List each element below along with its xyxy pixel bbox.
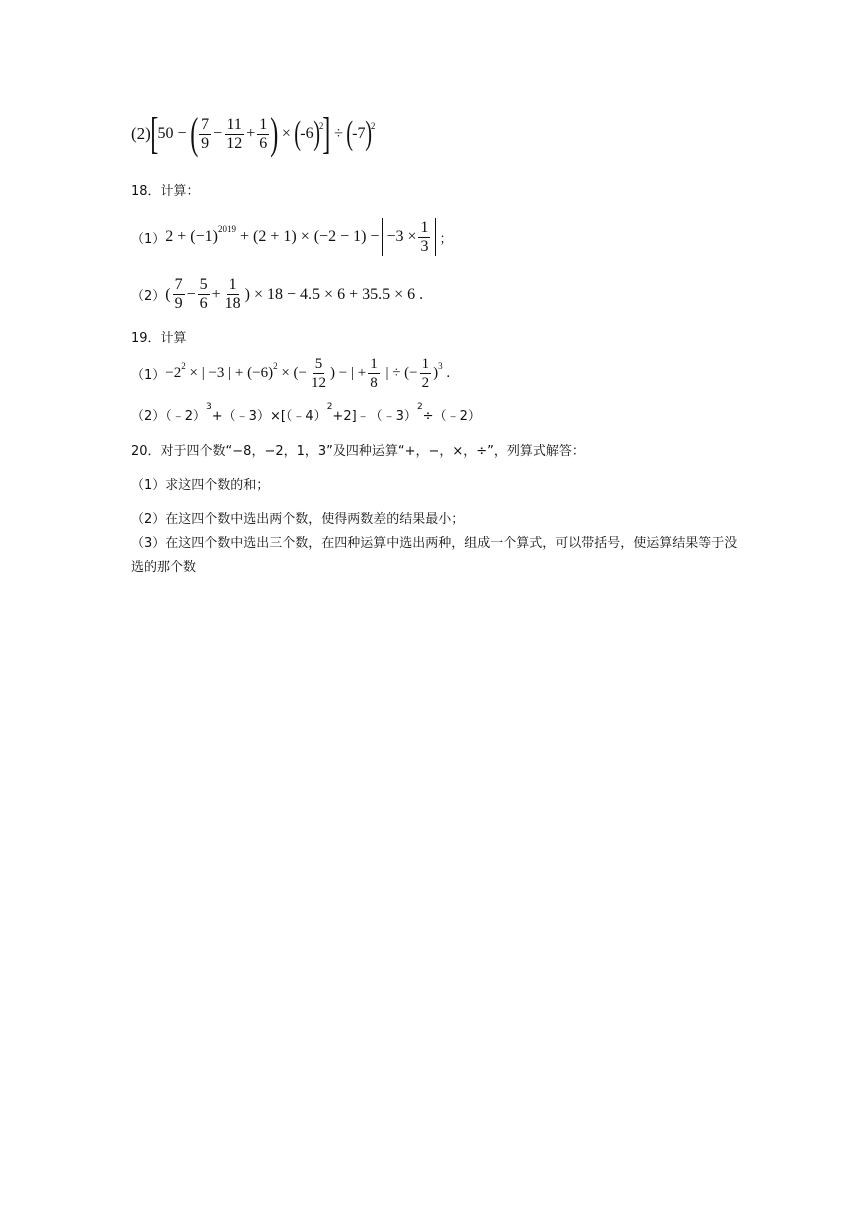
left-paren: ( bbox=[189, 109, 198, 158]
absolute-bar-right bbox=[435, 218, 436, 256]
right-square-bracket: ] bbox=[322, 109, 331, 158]
question-20-sub-3: （3）在这四个数中选出三个数，在四种运算中选出两种，组成一个算式，可以带括号，使运算结果等于没选的那个数 bbox=[131, 536, 738, 575]
question-19-title: 19．计算 bbox=[131, 331, 187, 346]
question-18-part-2: （2） ( $\frac{7}{9}$ − $\frac{5}{6}$ + $\frac{1}{18}$ ) × 18 − 4.5 × 6 + 35.5 × 6 . bbox=[131, 276, 424, 312]
part-label: （2） bbox=[131, 289, 166, 304]
question-20-sub-2: （2）在这四个数中选出两个数，使得两数差的结果最小； bbox=[131, 512, 465, 527]
left-square-bracket: [ bbox=[150, 109, 159, 158]
question-20-sub-1: （1）求这四个数的和； bbox=[131, 478, 270, 493]
problem-17-part-2: (2) [ 50 − ( $\frac{7}{9}$ − $\frac{11}{12}$ + $\frac{1}{6}$ ) × ( -6 ) $^2$ ] ÷ ( -7 ) $^2$ bbox=[131, 109, 376, 158]
base-neg7: -7 bbox=[352, 125, 366, 142]
fraction-11-12: $\frac{11}{12}$ bbox=[226, 115, 243, 152]
absolute-bar-left bbox=[382, 218, 383, 256]
number-50: 50 bbox=[157, 125, 174, 142]
minus-sign: − bbox=[173, 125, 191, 142]
question-18-title: 18．计算： bbox=[131, 184, 200, 199]
question-20-title: 20．对于四个数“−8，−2，1，3”及四种运算“+，−，×，÷”，列算式解答： bbox=[131, 444, 585, 459]
fraction-1-6: $\frac{1}{6}$ bbox=[259, 115, 268, 152]
part-label: （1） bbox=[131, 231, 166, 247]
right-paren: ) bbox=[270, 109, 279, 158]
question-19-part-2: （2）（﹣2） $^3$ +（﹣3）×[（﹣4） $^2$ +2]﹣（﹣3） $^2$ ÷（﹣2） bbox=[131, 401, 481, 424]
question-19-part-1: （1） −2 $^2$ × | −3 | + (−6) $^2$ × (− $\frac{5}{12}$ ) − | + $\frac{1}{8}$ | ÷ (− $\frac{1}{2}$ ) $^3$ . bbox=[131, 356, 451, 391]
fraction-1-18: $\frac{1}{18}$ bbox=[224, 276, 241, 312]
fraction-7-9: $\frac{7}{9}$ bbox=[174, 276, 183, 312]
fraction-5-12: $\frac{5}{12}$ bbox=[311, 356, 327, 391]
question-18-part-1: （1） 2 + (−1) $^{2019}$ + (2 + 1) × (−2 − 1) − −3 × $\frac{1}{3}$ ； bbox=[131, 218, 453, 255]
exponent: 2 bbox=[318, 121, 324, 131]
fraction-5-6: $\frac{5}{6}$ bbox=[199, 276, 208, 312]
part-label: (2) bbox=[131, 124, 151, 143]
exponent: 2 bbox=[370, 121, 376, 131]
fraction-1-8: $\frac{1}{8}$ bbox=[370, 356, 378, 391]
part-label: （1） bbox=[131, 368, 166, 383]
fraction-1-3: $\frac{1}{3}$ bbox=[420, 218, 429, 255]
base-neg6: -6 bbox=[300, 125, 314, 142]
fraction-1-2: $\frac{1}{2}$ bbox=[421, 356, 430, 391]
fraction-7-9: $\frac{7}{9}$ bbox=[201, 115, 210, 152]
